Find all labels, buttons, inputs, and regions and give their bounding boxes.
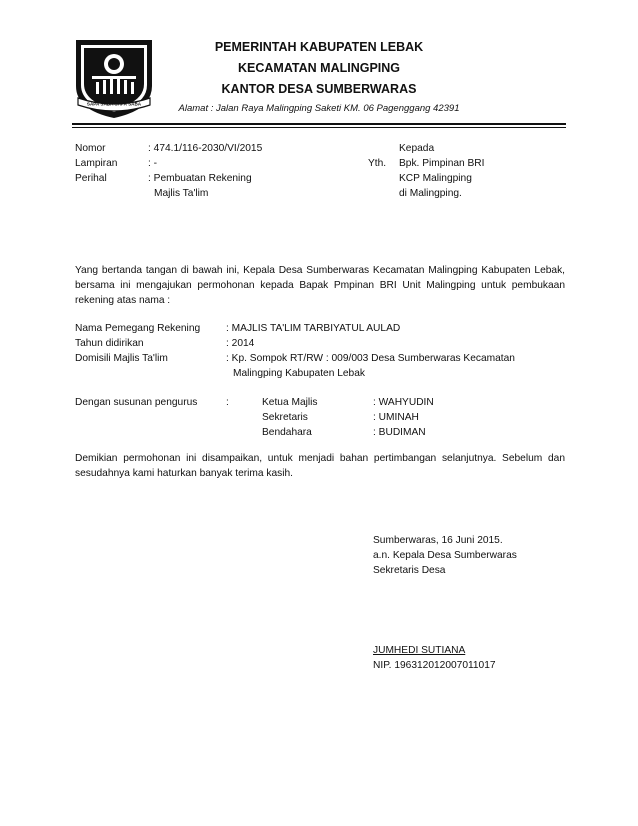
domisili-value: : Kp. Sompok RT/RW : 009/003 Desa Sumberwaras Kecamatan: [226, 353, 515, 364]
signature-on-behalf: a.n. Kepala Desa Sumberwaras: [373, 550, 517, 561]
pengurus-role-bendahara: Bendahara: [262, 427, 312, 438]
perihal-value: : Pembuatan Rekening: [148, 173, 252, 184]
signatory-nip: NIP. 196312012007011017: [373, 660, 496, 671]
perihal-value-cont: Majlis Ta'lim: [154, 188, 209, 199]
recipient-line-2: KCP Malingping: [399, 173, 472, 184]
nama-value: : MAJLIS TA'LIM TARBIYATUL AULAD: [226, 323, 401, 334]
pengurus-name-ketua: : WAHYUDIN: [373, 397, 434, 408]
lampiran-label: Lampiran: [75, 158, 118, 169]
pengurus-colon: :: [226, 397, 229, 408]
signature-place-date: Sumberwaras, 16 Juni 2015.: [373, 535, 503, 546]
signature-position: Sekretaris Desa: [373, 565, 446, 576]
letterhead-rule-thick: [72, 123, 566, 125]
recipient-yth: Yth.: [368, 158, 387, 169]
logo-banner-text: SAPA SABA SAPA SABA: [86, 101, 142, 107]
pengurus-name-sekretaris: : UMINAH: [373, 412, 419, 423]
tahun-value: : 2014: [226, 338, 255, 349]
letterhead-rule-thin: [72, 127, 566, 128]
nomor-label: Nomor: [75, 143, 106, 154]
lampiran-value: : -: [148, 158, 158, 169]
domisili-value-cont: Malingping Kabupaten Lebak: [233, 368, 365, 379]
letterhead-address: Alamat : Jalan Raya Malingping Saketi KM. 06 Pagenggang 42391: [178, 103, 460, 114]
pengurus-label: Dengan susunan pengurus: [75, 397, 198, 408]
signatory-name: JUMHEDI SUTIANA: [373, 645, 466, 656]
pengurus-role-ketua: Ketua Majlis: [262, 397, 318, 408]
letterhead-government: PEMERINTAH KABUPATEN LEBAK: [214, 40, 424, 54]
opening-paragraph: Yang bertanda tangan di bawah ini, Kepala Desa Sumberwaras Kecamatan Malingping Kabupaten Lebak, bersama ini mengajukan permohonan kepada Bapak Pmpinan BRI Unit Malingping untuk pembukaan rekening atas nama :: [75, 265, 565, 306]
closing-paragraph: Demikian permohonan ini disampaikan, untuk menjadi bahan pertimbangan selanjutnya. Sebelum dan sesudahnya kami haturkan banyak terima kasih.: [75, 453, 565, 479]
tahun-label: Tahun didirikan: [75, 338, 144, 349]
domisili-label: Domisili Majlis Ta'lim: [75, 353, 168, 364]
letterhead-district: KECAMATAN MALINGPING: [237, 61, 401, 75]
perihal-label: Perihal: [75, 173, 107, 184]
pengurus-name-bendahara: : BUDIMAN: [373, 427, 426, 438]
pengurus-role-sekretaris: Sekretaris: [262, 412, 308, 423]
recipient-line-3: di Malingping.: [399, 188, 462, 199]
recipient-line-1: Bpk. Pimpinan BRI: [399, 158, 485, 169]
nomor-value: : 474.1/116-2030/VI/2015: [148, 143, 263, 154]
recipient-kepada: Kepada: [399, 143, 435, 154]
letterhead-office: KANTOR DESA SUMBERWARAS: [221, 82, 417, 96]
nama-label: Nama Pemegang Rekening: [75, 323, 201, 334]
